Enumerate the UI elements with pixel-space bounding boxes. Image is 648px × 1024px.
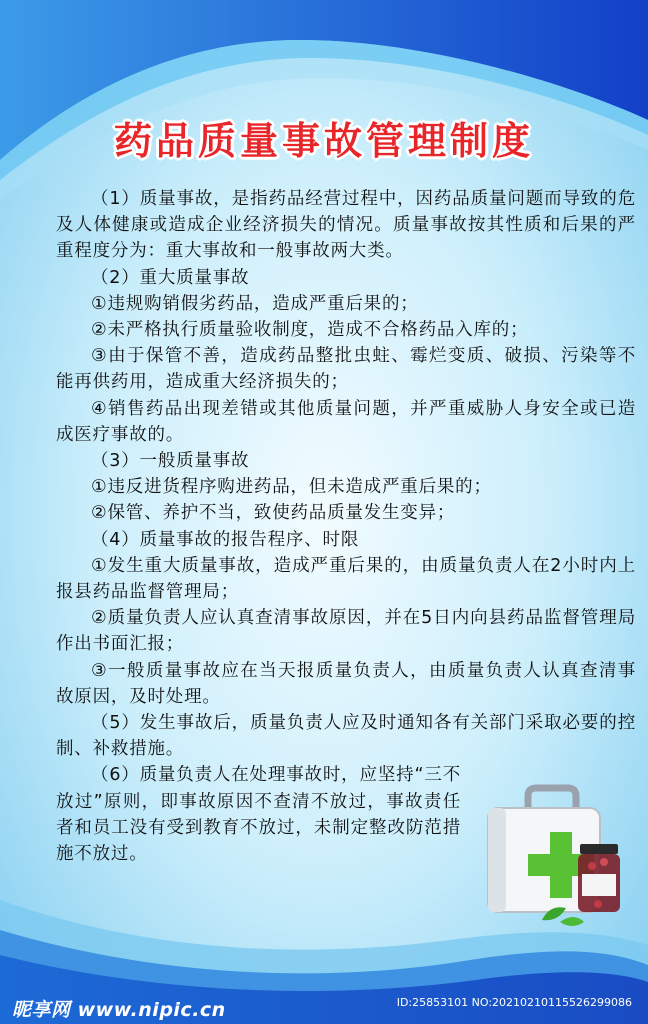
list-item: ①发生重大质量事故，造成严重后果的，由质量负责人在2小时内上报县药品监督管理局； — [56, 555, 636, 603]
list-item: ①违反进货程序购进药品，但未造成严重后果的； — [91, 477, 492, 498]
first-aid-kit-icon — [480, 782, 630, 932]
paragraph: （6）质量负责人在处理事故时，应坚持“三不放过”原则，即事故原因不查清不放过，事故责任者和员工没有受到教育不放过，未制定整改防范措施不放过。 — [56, 765, 461, 865]
list-item: ①违规购销假劣药品，造成严重后果的； — [91, 293, 419, 314]
list-item: ②保管、养护不当，致使药品质量发生变异； — [91, 503, 456, 524]
watermark-logo: 昵享网 www.nipic.cn — [12, 999, 226, 1021]
list-item: ②质量负责人应认真查清事故原因，并在5日内向县药品监督管理局作出书面汇报； — [56, 608, 636, 655]
regulation-body — [56, 186, 636, 867]
list-item: ③一般质量事故应在当天报质量负责人，由质量负责人认真查清事故原因，及时处理。 — [56, 660, 636, 707]
paragraph: （5）发生事故后，质量负责人应及时通知各有关部门采取必要的控制、补救措施。 — [56, 713, 636, 760]
page-title: 药品质量事故管理制度 — [113, 119, 534, 163]
image-id-label: ID:25853101 NO:20210210115526299086 — [396, 996, 632, 1009]
section-heading: （3）一般质量事故 — [91, 451, 250, 472]
section-heading: （2）重大质量事故 — [91, 267, 250, 288]
paragraph: （1）质量事故，是指药品经营过程中，因药品质量问题而导致的危及人体健康或造成企业经济损失的情况。质量事故按其性质和后果的严重程度分为：重大事故和一般事故两大类。 — [56, 189, 636, 262]
list-item: ④销售药品出现差错或其他质量问题，并严重威胁人身安全或已造成医疗事故的。 — [56, 398, 636, 445]
list-item: ②未严格执行质量验收制度，造成不合格药品入库的； — [91, 320, 529, 341]
list-item: ③由于保管不善，造成药品整批虫蛀、霉烂变质、破损、污染等不能再供药用，造成重大经济损失的； — [56, 346, 636, 393]
section-heading: （4）质量事故的报告程序、时限 — [91, 529, 360, 550]
